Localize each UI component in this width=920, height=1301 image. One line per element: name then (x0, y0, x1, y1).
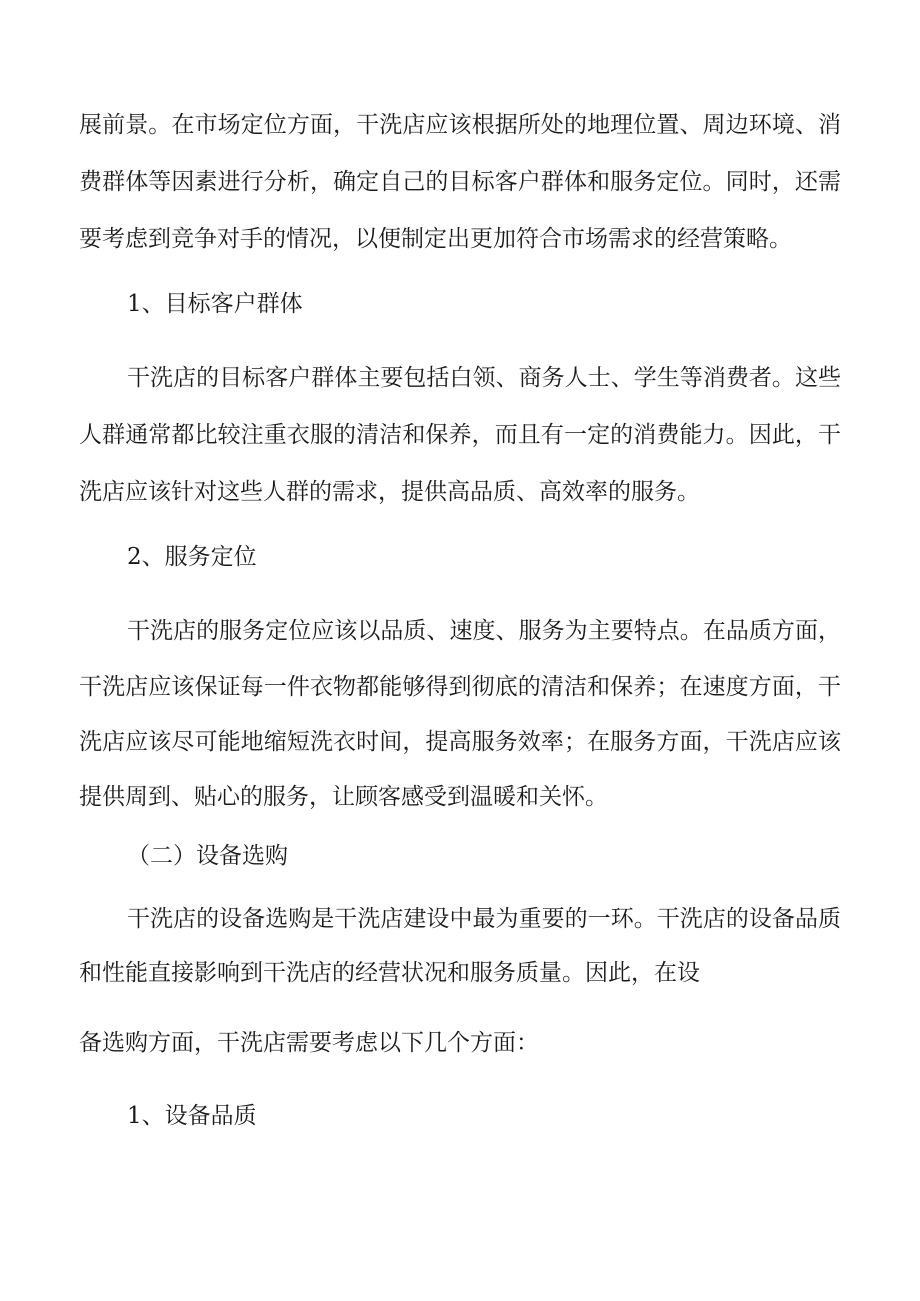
paragraph-service-line-2: 干洗店应该保证每一件衣物都能够得到彻底的清洁和保养；在速度方面，干 (79, 674, 841, 700)
paragraph-target-line-1: 干洗店的目标客户群体主要包括白领、商务人士、学生等消费者。这些 (127, 365, 841, 391)
paragraph-equipment-line-1: 干洗店的设备选购是干洗店建设中最为重要的一环。干洗店的设备品质 (127, 906, 841, 932)
heading-service-positioning: 2、服务定位 (127, 544, 257, 570)
paragraph-service-line-1: 干洗店的服务定位应该以品质、速度、服务为主要特点。在品质方面， (127, 618, 841, 644)
paragraph-service-line-3: 洗店应该尽可能地缩短洗衣时间，提高服务效率；在服务方面，干洗店应该 (79, 729, 841, 755)
paragraph-equipment-line-2: 和性能直接影响到干洗店的经营状况和服务质量。因此，在设 (79, 960, 700, 986)
paragraph-intro-line-3: 要考虑到竞争对手的情况，以便制定出更加符合市场需求的经营策略。 (79, 226, 792, 252)
paragraph-intro-line-1: 展前景。在市场定位方面，干洗店应该根据所处的地理位置、周边环境、消 (79, 112, 841, 138)
heading-target-customers: 1、目标客户群体 (127, 291, 303, 317)
heading-equipment-quality: 1、设备品质 (127, 1103, 257, 1129)
paragraph-target-line-3: 洗店应该针对这些人群的需求，提供高品质、高效率的服务。 (79, 479, 700, 505)
paragraph-target-line-2: 人群通常都比较注重衣服的清洁和保养，而且有一定的消费能力。因此，干 (79, 422, 841, 448)
paragraph-service-line-4: 提供周到、贴心的服务，让顾客感受到温暖和关怀。 (79, 784, 608, 810)
paragraph-equipment-line-3: 备选购方面，干洗店需要考虑以下几个方面： (79, 1030, 539, 1056)
heading-equipment-purchase: （二）设备选购 (127, 843, 288, 869)
paragraph-intro-line-2: 费群体等因素进行分析，确定自己的目标客户群体和服务定位。同时，还需 (79, 169, 841, 195)
